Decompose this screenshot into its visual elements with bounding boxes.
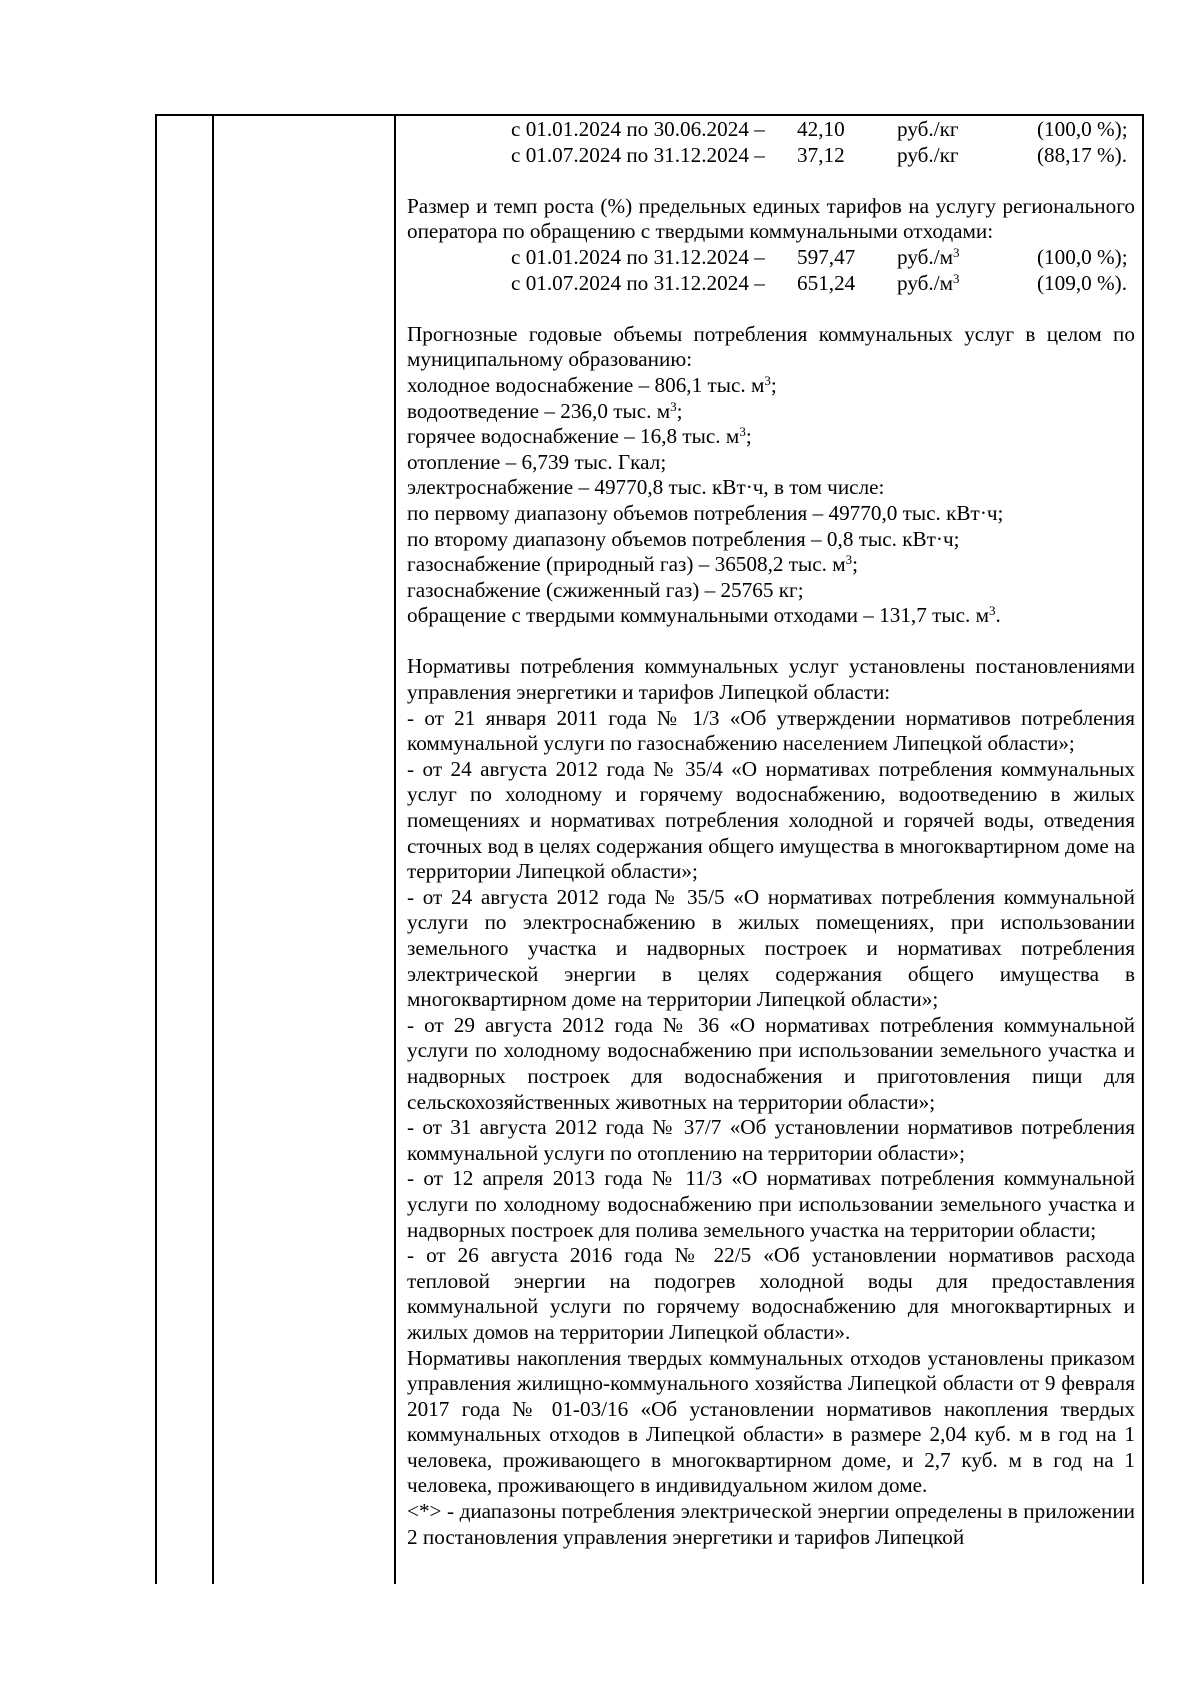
rate-row	[407, 143, 1135, 169]
forecast-list	[407, 373, 1135, 629]
forecast-item: отопление – 6,739 тыс. Гкал;	[407, 449, 667, 474]
forecast-item: по второму диапазону объемов потребления – 0,8 тыс. кВт·ч;	[407, 526, 960, 551]
rate-period: с 01.07.2024 по 31.12.2024 –	[511, 270, 765, 295]
norm-list-item: - от 24 августа 2012 года № 35/5 «О нормативах потребления коммунальной услуги по электроснабжению в жилых помещениях, при использовании земельного участка и надворных построек и нормативах потребления электрической энергии в целях содержания общего имущества в многоквартирном доме на территории Липецкой области»;	[407, 884, 1135, 1012]
footnote: <*> - диапазоны потребления электрической энергии определены в приложении 2 постановления управления энергетики и тарифов Липецкой	[407, 1499, 1135, 1549]
norm-list-item: - от 12 апреля 2013 года № 11/3 «О нормативах потребления коммунальной услуги по холодному водоснабжению при использовании земельного участка и надворных построек для полива земельного участка на территории области;	[407, 1166, 1135, 1242]
rate-percent: (100,0 %);	[1037, 117, 1128, 141]
tko-heading: Размер и темп роста (%) предельных единых тарифов на услугу регионального оператора по обращению с твердыми коммунальными отходами:	[407, 193, 1135, 244]
forecast-item: обращение с твердыми коммунальными отходами – 131,7 тыс. $м^3$.	[407, 603, 1001, 628]
rate-period: с 01.07.2024 по 31.12.2024 –	[511, 142, 765, 167]
column-divider-1	[212, 116, 214, 1584]
rate-percent: (88,17 %).	[1037, 142, 1128, 167]
rate-row	[407, 117, 1135, 143]
rate-percent: (109,0 %).	[1037, 270, 1128, 295]
rate-unit: руб./кг	[897, 142, 959, 167]
forecast-item: холодное водоснабжение – 806,1 тыс. $м^3$;	[407, 372, 777, 397]
forecast-item: электроснабжение – 49770,8 тыс. кВт·ч, в том числе:	[407, 475, 885, 500]
norms-list	[407, 706, 1135, 1346]
rate-unit: руб./кг	[897, 117, 959, 141]
norm-list-item: - от 21 января 2011 года № 1/3 «Об утверждении нормативов потребления коммунальной услуги по газоснабжению населением Липецкой области»;	[407, 705, 1135, 756]
column-divider-2	[394, 116, 396, 1584]
table-cell-content	[407, 117, 1135, 1550]
norm-list-item: - от 29 августа 2012 года № 36 «О нормативах потребления коммунальной услуги по холодному водоснабжению при использовании земельного участка и надворных построек для водоснабжения и приготовления пищи для сельскохозяйственных животных на территории области»;	[407, 1012, 1135, 1114]
rate-period: с 01.01.2024 по 30.06.2024 –	[511, 117, 765, 141]
rate-value: 597,47	[797, 244, 856, 269]
rate-value: 651,24	[797, 270, 856, 295]
table-frame	[155, 114, 1144, 1584]
norms-intro: Нормативы потребления коммунальных услуг установлены постановлениями управления энергетики и тарифов Липецкой области:	[407, 654, 1135, 705]
forecast-item: горячее водоснабжение – 16,8 тыс. $м^3$;	[407, 424, 752, 449]
rate-unit: $руб./м^3$	[897, 244, 960, 269]
rate-unit: $руб./м^3$	[897, 270, 960, 295]
norm-list-item: - от 26 августа 2016 года № 22/5 «Об установлении нормативов расхода тепловой энергии на подогрев холодной воды для предоставления коммунальной услуги по горячему водоснабжению для многоквартирных и жилых домов на территории Липецкой области».	[407, 1243, 1135, 1344]
rate-row	[407, 271, 1135, 297]
rate-value: 37,12	[797, 142, 845, 167]
forecast-item: газоснабжение (природный газ) – 36508,2 тыс. $м^3$;	[407, 552, 859, 577]
forecast-heading: Прогнозные годовые объемы потребления коммунальных услуг в целом по муниципальному образованию:	[407, 321, 1135, 372]
forecast-item: по первому диапазону объемов потребления – 49770,0 тыс. кВт·ч;	[407, 500, 1004, 525]
waste-norms-paragraph: Нормативы накопления твердых коммунальных отходов установлены приказом управления жилищно-коммунального хозяйства Липецкой области от 9 февраля 2017 года № 01-03/16 «Об установлении нормативов накопления твердых коммунальных отходов в Липецкой области» в размере 2,04 куб. м в год на 1 человека, проживающего в многоквартирном доме, и 2,7 куб. м в год на 1 человека, проживающего в индивидуальном жилом доме.	[407, 1345, 1135, 1498]
forecast-item: водоотведение – 236,0 тыс. $м^3$;	[407, 398, 683, 423]
forecast-item: газоснабжение (сжиженный газ) – 25765 кг;	[407, 577, 804, 602]
rate-row	[407, 245, 1135, 271]
rate-percent: (100,0 %);	[1037, 244, 1128, 269]
norm-list-item: - от 31 августа 2012 года № 37/7 «Об установлении нормативов потребления коммунальной услуги по отоплению на территории области»;	[407, 1115, 1135, 1165]
norm-list-item: - от 24 августа 2012 года № 35/4 «О нормативах потребления коммунальных услуг по холодному и горячему водоснабжению, водоотведению в жилых помещениях и нормативах потребления холодной и горячей воды, отведения сточных вод в целях содержания общего имущества в многоквартирном доме на территории Липецкой области»;	[407, 756, 1135, 884]
rate-value: 42,10	[797, 117, 845, 141]
rate-period: с 01.01.2024 по 31.12.2024 –	[511, 244, 765, 269]
